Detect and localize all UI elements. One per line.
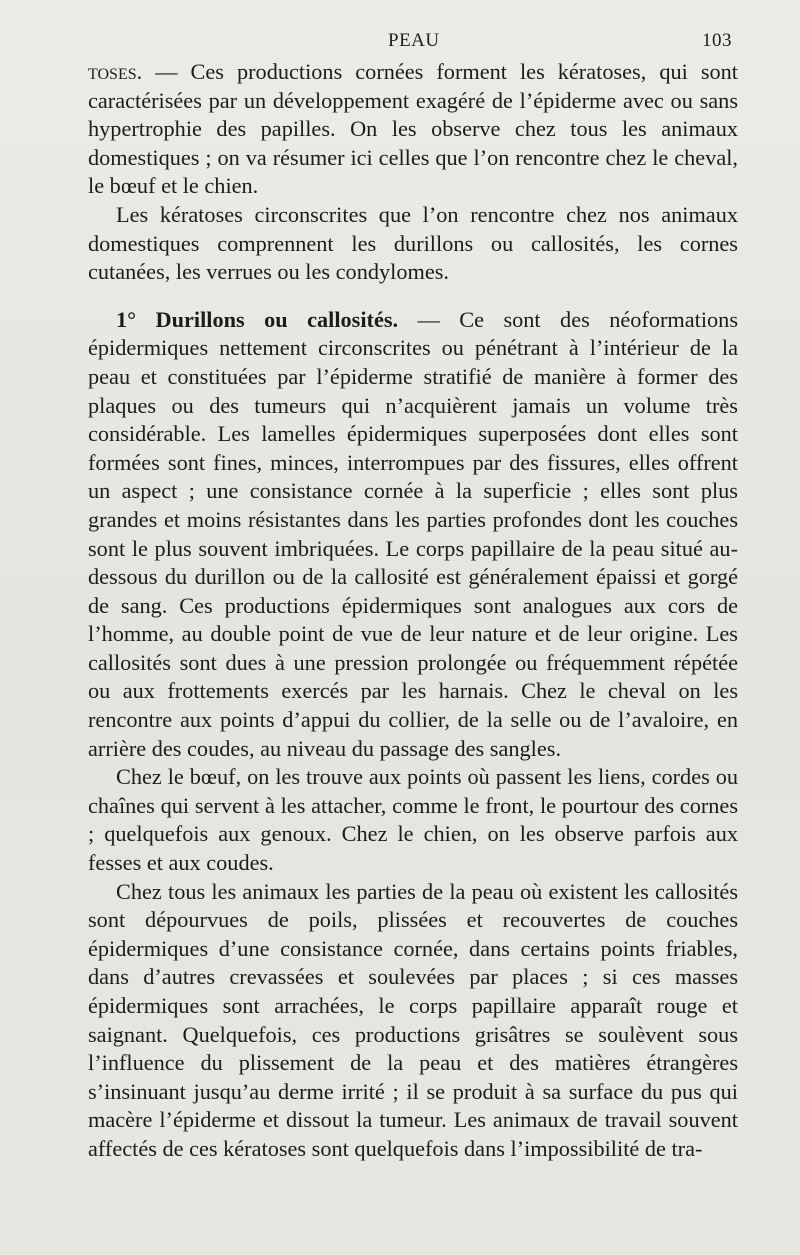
paragraph-3 bbox=[88, 306, 738, 764]
paragraph-1-text: — Ces productions cornées forment les kératoses, qui sont caractérisées par un développement exagéré de l’épiderme avec ou sans hypertrophie des papilles. On les observe chez tous les animaux domestiques ; on va résumer ici celles que l’on rencontre chez le cheval, le bœuf et le chien. bbox=[88, 59, 738, 199]
paragraph-1 bbox=[88, 58, 738, 201]
paragraph-2: Les kératoses circonscrites que l’on rencontre chez nos animaux domestiques comprennent les durillons ou callosités, les cornes cutanées, les verrues ou les condylomes. bbox=[88, 201, 738, 285]
page-header bbox=[88, 30, 738, 54]
paragraph-5: Chez tous les animaux les parties de la peau où existent les callosités sont dépourvues de poils, plissées et recouvertes de couches épidermiques d’une consistance cornée, dans certains points friables, dans d’autres crevassées et soulevées par places ; si ces masses épidermiques sont arrachées, le corps papillaire apparaît rouge et saignant. Quelquefois, ces productions grisâtres se soulèvent sous l’influence du plissement de la peau et des matières étrangères s’insinuant jusqu’au derme irrité ; il se produit à sa surface du pus qui macère l’épiderme et dissout la tumeur. Les animaux de travail souvent affectés de ces kératoses sont quelquefois dans l’impossibilité de tra- bbox=[88, 878, 738, 1161]
paragraph-3-text: — Ce sont des néoformations épidermiques nettement circonscrites ou pénétrant à l’intérieur de la peau et constituées par l’épiderme stratifié de manière à former des plaques ou des tumeurs qui n’acquièrent jamais un volume très considérable. Les lamelles épidermiques superposées dont elles sont formées sont fines, minces, interrompues par des fissures, elles offrent un aspect ; une consistance cornée à la superficie ; elles sont plus grandes et moins résistantes dans les parties profondes dont les couches sont le plus souvent imbriquées. Le corps papillaire de la peau situé au-dessous du durillon ou de la callosité est généralement épaissi et gorgé de sang. Ces productions épidermiques sont analogues aux cors de l’homme, au double point de vue de leur nature et de leur origine. Les callosités sont dues à une pression prolongée ou fréquemment répétée ou aux frottements exercés par les harnais. Chez le cheval on les rencontre aux points d’appui du collier, de la selle ou de l’avaloire, en arrière des coudes, au niveau du passage des sangles. bbox=[88, 306, 738, 761]
paragraph-4: Chez le bœuf, on les trouve aux points où passent les liens, cordes ou chaînes qui servent à les attacher, comme le front, le pourtour des cornes ; quelquefois aux genoux. Chez le chien, on les observe parfois aux fesses et aux coudes. bbox=[88, 764, 738, 876]
running-title: PEAU bbox=[388, 30, 440, 51]
continued-word: toses. bbox=[88, 59, 143, 84]
body-text bbox=[88, 58, 738, 1164]
section-title: 1° Durillons ou callosités. bbox=[116, 306, 399, 332]
page-number: 103 bbox=[702, 30, 732, 51]
